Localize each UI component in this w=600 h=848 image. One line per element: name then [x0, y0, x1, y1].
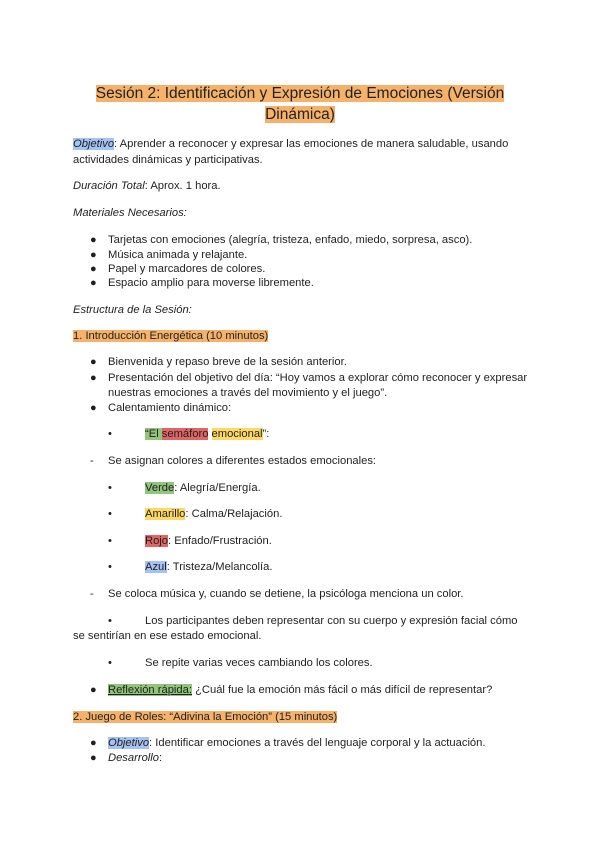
sub-bullet-icon: • — [108, 482, 112, 494]
materiales-heading: Materiales Necesarios: — [73, 207, 187, 219]
semaforo-line — [145, 427, 269, 442]
objetivo-text: : Aprender a reconocer y expresar las emociones de manera saludable, usando actividades dinámicas y participativas. — [73, 138, 509, 166]
section1-item-continued: nuestras emociones a través del movimiento y el juego”. — [108, 387, 388, 399]
color-desc: : Tristeza/Melancolía. — [166, 561, 273, 573]
materiales-item: Música animada y relajante. — [108, 249, 248, 261]
estructura-heading: Estructura de la Sesión: — [73, 304, 192, 316]
desarrollo-text: : — [158, 752, 163, 764]
reflexion-line — [108, 683, 492, 698]
bullet-icon: ● — [90, 372, 97, 384]
color-name: Amarillo — [145, 508, 186, 520]
color-name: Rojo — [145, 535, 169, 547]
sub-bullet-icon: • — [108, 657, 112, 669]
color-amarillo — [145, 507, 282, 522]
reflexion-label: Reflexión rápida: — [108, 684, 192, 696]
dash-item: Se coloca música y, cuando se detiene, la psicóloga menciona un color. — [108, 588, 464, 600]
color-name: Azul — [145, 561, 167, 573]
sub-item-line1: Los participantes deben representar con su cuerpo y expresión facial cómo — [145, 615, 518, 627]
bullet-icon: ● — [90, 684, 97, 696]
semaforo-word: semáforo — [161, 428, 209, 440]
bullet-icon: ● — [90, 356, 97, 368]
section1-heading — [73, 329, 268, 344]
objetivo-text: : Identificar emociones a través del lenguaje corporal y la actuación. — [149, 737, 486, 749]
emocional-word: emocional — [211, 428, 263, 440]
dash-item: Se asignan colores a diferentes estados emocionales: — [108, 455, 377, 467]
sub-bullet-icon: • — [108, 615, 112, 627]
color-azul — [145, 560, 272, 575]
desarrollo-label: Desarrollo — [108, 752, 159, 764]
materiales-item: Tarjetas con emociones (alegría, tristeza, enfado, miedo, sorpresa, asco). — [108, 234, 473, 246]
reflexion-text: ¿Cuál fue la emoción más fácil o más difícil de representar? — [191, 684, 493, 696]
materiales-item: Espacio amplio para moverse libremente. — [108, 277, 314, 289]
section1-item: Calentamiento dinámico: — [108, 402, 232, 414]
objetivo-label: Objetivo — [73, 138, 115, 150]
color-desc: : Enfado/Frustración. — [168, 535, 272, 547]
section1-item: Bienvenida y repaso breve de la sesión anterior. — [108, 356, 347, 368]
section1-item: Presentación del objetivo del día: “Hoy vamos a explorar cómo reconocer y expresar — [108, 372, 528, 384]
color-verde — [145, 481, 261, 496]
bullet-icon: ● — [90, 277, 97, 289]
bullet-icon: ● — [90, 737, 97, 749]
sub-bullet-icon: • — [108, 535, 112, 547]
sub-bullet-icon: • — [108, 428, 112, 440]
title-text: Sesión 2: Identificación y Expresión de Emociones (Versión Dinámica) — [95, 85, 505, 123]
bullet-icon: ● — [90, 263, 97, 275]
color-desc: : Calma/Relajación. — [185, 508, 283, 520]
section1-heading-text: 1. Introducción Energética (10 minutos) — [73, 330, 269, 342]
duracion-paragraph — [73, 179, 221, 194]
color-desc: : Alegría/Energía. — [174, 482, 261, 494]
section2-heading-text: 2. Juego de Roles: “Adivina la Emoción” (15 minutos) — [73, 711, 338, 723]
bullet-icon: ● — [90, 752, 97, 764]
sub-item-line2: se sentirían en ese estado emocional. — [73, 630, 262, 642]
section2-desarrollo — [108, 751, 162, 766]
color-rojo — [145, 534, 272, 549]
dash-icon: - — [90, 588, 94, 600]
bullet-icon: ● — [90, 402, 97, 414]
section2-heading — [73, 710, 337, 725]
duracion-text: : Aprox. 1 hora. — [144, 180, 221, 192]
bullet-icon: ● — [90, 234, 97, 246]
objetivo-paragraph — [73, 136, 533, 168]
sub-bullet-icon: • — [108, 508, 112, 520]
section2-objetivo — [108, 736, 485, 751]
color-name: Verde — [145, 482, 175, 494]
semaforo-close: ”: — [262, 428, 270, 440]
objetivo-label: Objetivo — [108, 737, 150, 749]
bullet-icon: ● — [90, 249, 97, 261]
materiales-item: Papel y marcadores de colores. — [108, 263, 266, 275]
semaforo-open: “El — [145, 428, 162, 440]
sub-bullet-icon: • — [108, 561, 112, 573]
sub-item: Se repite varias veces cambiando los colores. — [145, 657, 373, 669]
dash-icon: - — [90, 455, 94, 467]
duracion-label: Duración Total — [73, 180, 145, 192]
document-title — [60, 83, 540, 125]
